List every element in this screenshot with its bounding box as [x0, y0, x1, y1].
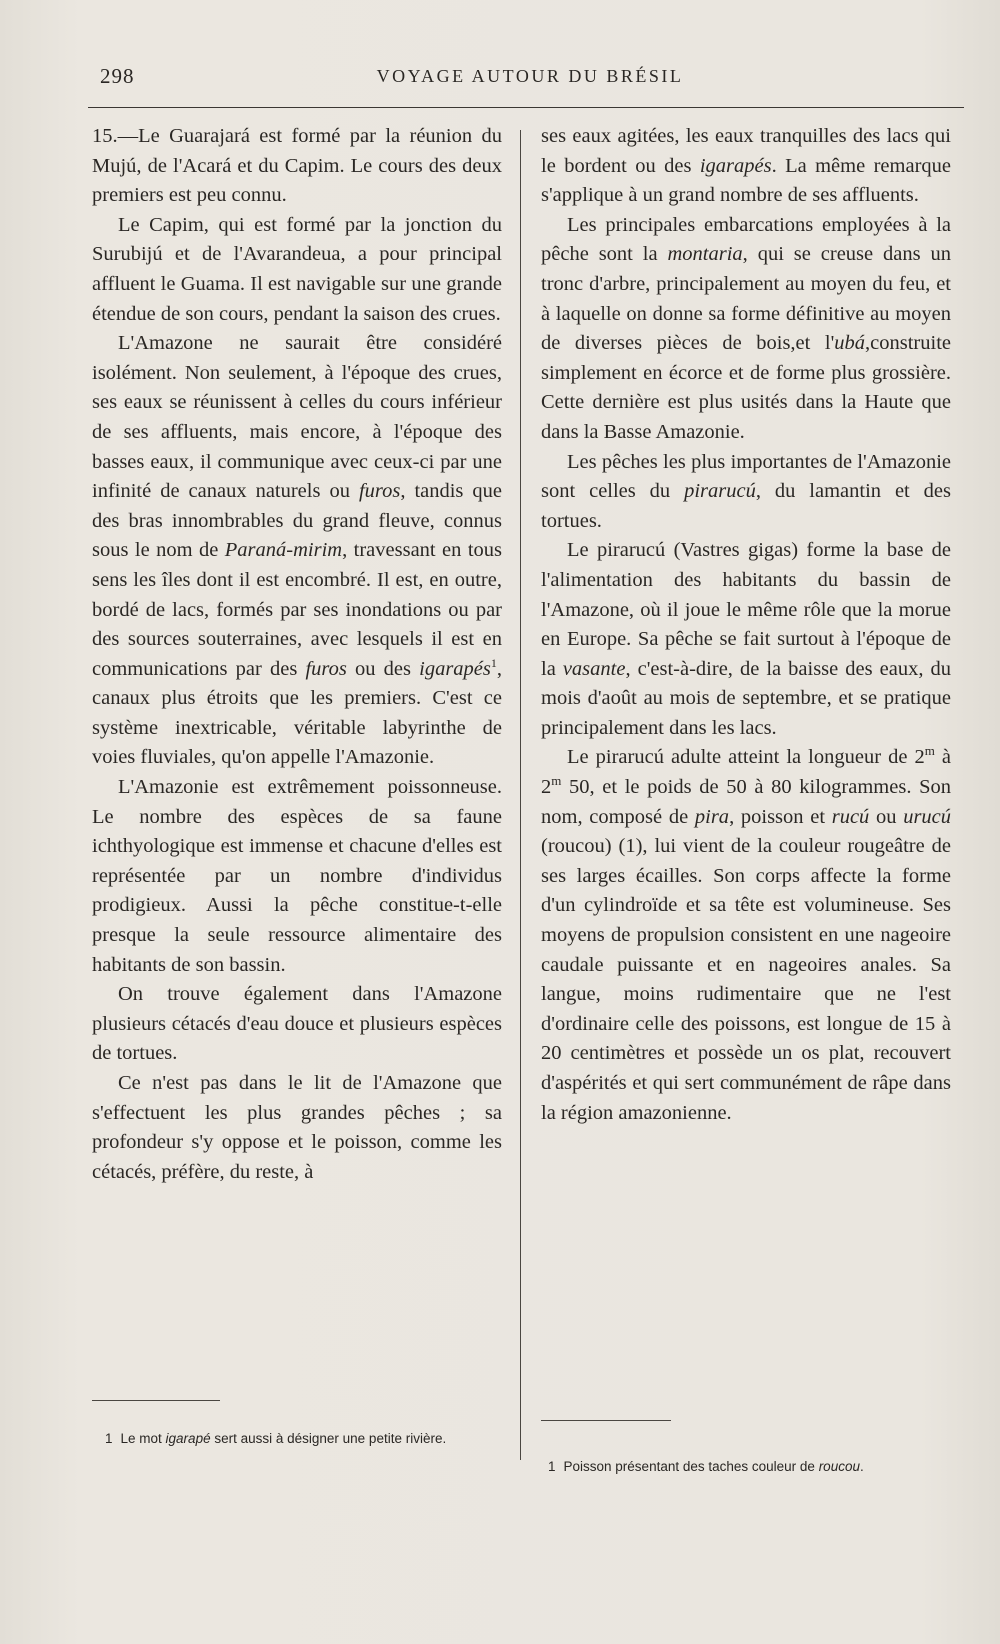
footnote-left: 1 Le mot igarapé sert aussi à désigner une petite rivière.	[105, 1431, 447, 1446]
paragraph-capim: Le Capim, qui est formé par la jonction du Surubijú et de l'Avarandeua, a pour principal affluent le Guama. Il est navigable sur une grande étendue de son cours, pendant la saison des crues.	[92, 213, 502, 325]
paragraph-guarajara: 15.—Le Guarajará est formé par la réunion du Mujú, de l'Acará et du Capim. Le cours des deux premiers est peu connu.	[92, 125, 502, 207]
column-divider	[520, 130, 521, 1460]
paragraph-cetaces: On trouve également dans l'Amazone plusieurs cétacés d'eau douce et plusieurs espèces de tortues.	[92, 983, 502, 1065]
right-column	[541, 122, 951, 1128]
footnote-ref: 1	[490, 655, 497, 670]
page-number: 298	[100, 64, 135, 88]
left-column	[92, 122, 502, 1187]
paragraph-pirarucu-adulte: Le pirarucú adulte atteint la longueur de 2$^m$ à 2$^m$ 50, et le poids de 50 à 80 kilogrammes. Son nom, composé de pira, poisson et rucú ou urucú (roucou) (1), lui vient de la couleur rougeâtre de ses larges écailles. Son corps affecte la forme d'un cylindroïde et sa tête est volumineuse. Ses moyens de propulsion consistent en une nageoire caudale puissante et en nageoires anales. Sa langue, moins rudimentaire que ne l'est d'ordinaire celle des poissons, est longue de 15 à 20 centimètres et possède un os plat, recouvert d'aspérités et qui sert communément de râpe dans la région amazonienne.	[541, 743, 952, 1124]
footnote-right: 1 Poisson présentant des taches couleur de roucou.	[548, 1459, 864, 1474]
paragraph-peches-importantes: Les pêches les plus importantes de l'Amazonie sont celles du pirarucú, du lamantin et des tortues.	[541, 450, 951, 532]
paragraph-poissonneuse: L'Amazonie est extrêmement poissonneuse. Le nombre des espèces de sa faune ichthyologique est immense et chacune d'elles est représentée par un nombre d'individus prodigieux. Aussi la pêche constitue-t-elle presque la seule ressource alimentaire des habitants de son bassin.	[92, 776, 502, 976]
running-title: VOYAGE AUTOUR DU BRÉSIL	[376, 66, 684, 86]
paragraph-pirarucu-base: Le pirarucú (Vastres gigas) forme la base de l'alimentation des habitants du bassin de l'Amazone, où il joue le même rôle que la morue en Europe. Sa pêche se fait surtout à l'époque de la vasante, c'est-à-dire, de la baisse des eaux, du mois d'août au mois de septembre, et se pratique principalement dans les lacs.	[541, 539, 951, 739]
paragraph-eaux-tranquilles: ses eaux agitées, les eaux tranquilles des lacs qui le bordent ou des igarapés. La même remarque s'applique à un grand nombre de ses affluents.	[541, 125, 951, 207]
header-rule	[88, 107, 964, 108]
footnote-rule-left	[92, 1400, 220, 1401]
paragraph-amazone-isolement: L'Amazone ne saurait être considéré isolément. Non seulement, à l'époque des crues, ses eaux se réunissent à celles du cours inférieur de ses affluents, mais encore, à l'époque des basses eaux, il communique avec ceux-ci par une infinité de canaux naturels ou furos, tandis que des bras innombrables du grand fleuve, connus sous le nom de Paraná-mirim, travessant en tous sens les îles dont il est encombré. Il est, en outre, bordé de lacs, formés par ses inondations ou par des sources souterraines, avec lesquels il est en communications par des furos ou des igarapés$^1$, canaux plus étroits que les premiers. C'est ce système inextricable, véritable labyrinthe de voies fluviales, qu'on appelle l'Amazonie.	[92, 332, 503, 769]
footnote-rule-right	[541, 1420, 671, 1421]
page-header	[100, 64, 960, 94]
paragraph-grandes-peches: Ce n'est pas dans le lit de l'Amazone que s'effectuent les plus grandes pêches ; sa profondeur s'y oppose et le poisson, comme les cétacés, préfère, du reste, à	[92, 1072, 502, 1183]
paragraph-embarcations: Les principales embarcations employées à la pêche sont la montaria, qui se creuse dans un tronc d'arbre, principalement au moyen du feu, et à laquelle on donne sa forme définitive au moyen de diverses pièces de bois,et l'ubá,construite simplement en écorce et de forme plus grossière. Cette dernière est plus usités dans la Haute que dans la Basse Amazonie.	[541, 213, 952, 443]
